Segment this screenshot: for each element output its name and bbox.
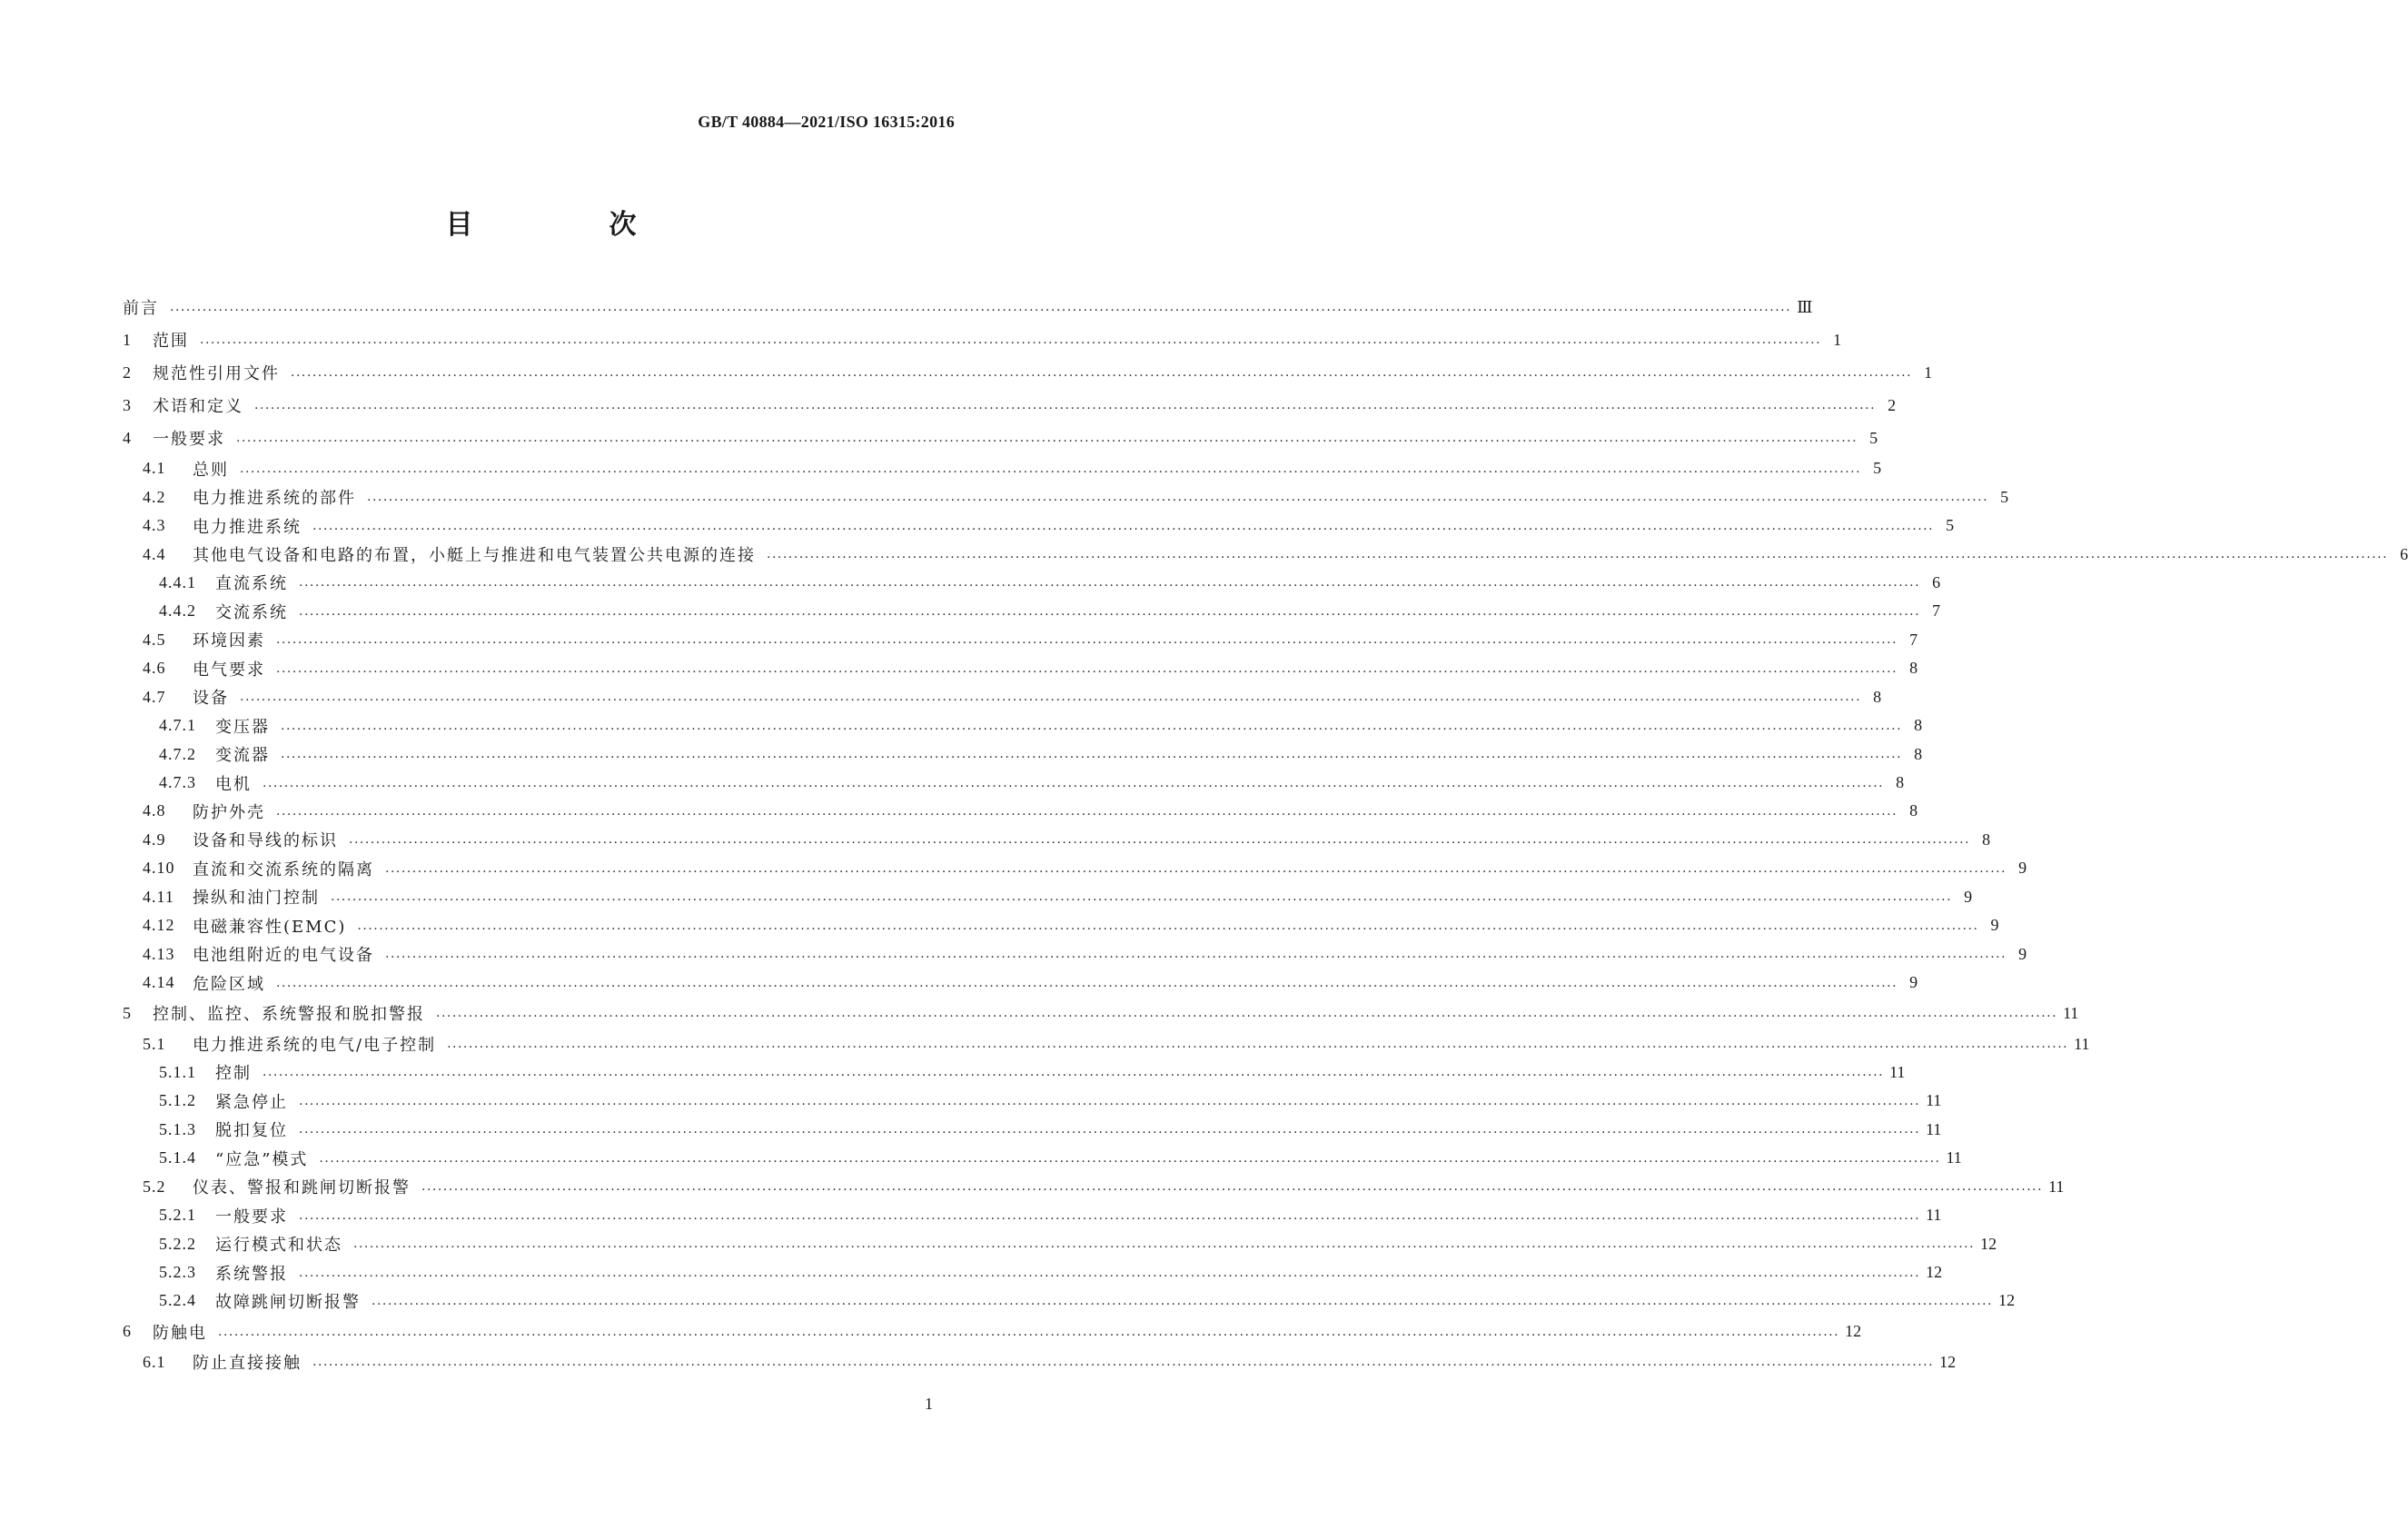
toc-leader-dots: ............................................................................................................................................................................................................................................................................................................: [281, 747, 1903, 762]
toc-entry-label: 设备: [193, 689, 229, 709]
toc-leader-dots: ............................................................................................................................................................................................................................................................................................................: [299, 1093, 1921, 1108]
toc-entry-number: 5.2.4: [159, 1291, 196, 1310]
toc-entry[interactable]: [123, 969, 1918, 997]
toc-entry-label: 防护外壳: [193, 802, 265, 822]
toc-entry-number: 6.1: [143, 1352, 166, 1371]
toc-leader-dots: ............................................................................................................................................................................................................................................................................................................: [263, 775, 1885, 790]
toc-entry-label: 设备和导线的标识: [193, 831, 338, 851]
toc-entry-label: 变压器: [215, 717, 270, 737]
toc-entry[interactable]: [123, 1116, 1942, 1144]
toc-leader-dots: ............................................................................................................................................................................................................................................................................................................: [312, 518, 1935, 533]
toc-entry-number: 4.7.2: [159, 744, 196, 763]
toc-leader-dots: ............................................................................................................................................................................................................................................................................................................: [436, 1006, 2058, 1021]
toc-leader-dots: ............................................................................................................................................................................................................................................................................................................: [276, 803, 1898, 819]
toc-leader-dots: ............................................................................................................................................................................................................................................................................................................: [349, 832, 1971, 848]
toc-entry-label: 防触电: [153, 1323, 207, 1343]
toc-entry[interactable]: [123, 597, 1941, 625]
toc-leader-dots: ............................................................................................................................................................................................................................................................................................................: [357, 918, 1979, 933]
toc-entry-number: 5.2.1: [159, 1206, 196, 1225]
toc-entry-number: 4.1: [143, 459, 166, 478]
toc-entry-page: 6: [2400, 544, 2408, 563]
toc-entry-label: 前言: [123, 299, 159, 318]
toc-entry-label: 电机: [215, 774, 252, 794]
toc-entry-number: 4.7.1: [159, 716, 196, 735]
toc-entry-number: 4.4.2: [159, 601, 196, 621]
toc-entry[interactable]: [123, 911, 1999, 939]
toc-leader-dots: ............................................................................................................................................................................................................................................................................................................: [200, 333, 1822, 347]
toc-leader-dots: ............................................................................................................................................................................................................................................................................................................: [385, 947, 2007, 962]
toc-entry[interactable]: [123, 1229, 1997, 1257]
toc-leader-dots: ............................................................................................................................................................................................................................................................................................................: [281, 718, 1903, 733]
toc-entry[interactable]: [123, 1144, 1962, 1172]
toc-entry[interactable]: [123, 1029, 2090, 1058]
toc-entry[interactable]: [123, 454, 1882, 482]
toc-entry-number: 4: [123, 428, 132, 447]
toc-leader-dots: ............................................................................................................................................................................................................................................................................................................: [291, 365, 1913, 380]
toc-leader-dots: ............................................................................................................................................................................................................................................................................................................: [299, 1122, 1921, 1138]
toc-leader-dots: ............................................................................................................................................................................................................................................................................................................: [276, 661, 1898, 676]
toc-entry-label: 控制、监控、系统警报和脱扣警报: [153, 1005, 425, 1025]
toc-entry-number: 4.5: [143, 630, 166, 649]
toc-entry[interactable]: [123, 540, 2408, 568]
toc-entry-page: 9: [1964, 887, 1973, 906]
toc-entry-page: 1: [1924, 363, 1933, 382]
toc-entry-number: 4.2: [143, 487, 166, 506]
toc-entry-label: 其他电气设备和电路的布置，小艇上与推进和电气装置公共电源的连接: [193, 546, 756, 566]
toc-entry-label: 范围: [153, 332, 189, 351]
toc-leader-dots: ............................................................................................................................................................................................................................................................................................................: [299, 1207, 1921, 1223]
toc-entry-page: 9: [1909, 973, 1918, 992]
toc-entry-number: 5.1: [143, 1034, 166, 1053]
standard-code: GB/T 40884—2021/ISO 16315:2016: [698, 113, 955, 131]
toc-leader-dots: ............................................................................................................................................................................................................................................................................................................: [331, 889, 1953, 905]
toc-leader-dots: ............................................................................................................................................................................................................................................................................................................: [263, 1065, 1885, 1080]
toc-entry-number: 6: [123, 1322, 132, 1341]
toc-entry-label: 脱扣复位: [215, 1121, 288, 1141]
toc-entry[interactable]: [123, 711, 1923, 740]
toc-entry-page: 8: [1909, 801, 1918, 820]
toc-entry[interactable]: [123, 939, 2027, 968]
toc-entry[interactable]: [123, 1173, 2065, 1201]
toc-entry-number: 5.1.3: [159, 1119, 196, 1138]
toc-leader-dots: ............................................................................................................................................................................................................................................................................................................: [312, 1355, 1935, 1370]
toc-entry-page: 9: [1990, 916, 1999, 935]
toc-entry-label: “应急”模式: [215, 1149, 309, 1169]
toc-leader-dots: ............................................................................................................................................................................................................................................................................................................: [276, 975, 1898, 990]
toc-entry[interactable]: [123, 769, 1905, 797]
toc-entry[interactable]: [123, 654, 1918, 682]
toc-entry-label: 控制: [215, 1064, 252, 1084]
toc-leader-dots: ............................................................................................................................................................................................................................................................................................................: [276, 632, 1898, 648]
toc-entry-number: 4.3: [143, 516, 166, 535]
toc-entry[interactable]: [123, 626, 1918, 654]
toc-entry-page: 8: [1982, 830, 1991, 849]
toc-leader-dots: ............................................................................................................................................................................................................................................................................................................: [421, 1179, 2044, 1195]
toc-entry-page: 5: [2000, 487, 2009, 506]
toc-entry-page: Ⅲ: [1797, 297, 1813, 316]
toc-entry[interactable]: [123, 1287, 2016, 1315]
toc-entry-label: 交流系统: [215, 602, 288, 622]
toc-leader-dots: ............................................................................................................................................................................................................................................................................................................: [218, 1324, 1840, 1339]
toc-entry-label: 变流器: [215, 746, 270, 766]
toc-leader-dots: ............................................................................................................................................................................................................................................................................................................: [372, 1293, 1994, 1308]
toc-entry-label: 电磁兼容性(EMC): [193, 917, 347, 937]
toc-leader-dots: ............................................................................................................................................................................................................................................................................................................: [299, 575, 1921, 591]
toc-entry-page: 12: [1926, 1263, 1943, 1282]
toc-entry-number: 5: [123, 1003, 132, 1022]
toc-entry-page: 11: [2074, 1034, 2090, 1053]
toc-entry-label: 防止直接接触: [193, 1354, 302, 1374]
toc-entry[interactable]: [123, 997, 2079, 1029]
toc-entry-page: 7: [1932, 601, 1941, 621]
toc-entry-number: 4.7.3: [159, 773, 196, 792]
page-number: 1: [925, 1395, 933, 1413]
toc-entry-label: 直流系统: [215, 574, 288, 594]
toc-entry[interactable]: [123, 826, 1991, 854]
toc-entry-label: 术语和定义: [153, 397, 243, 416]
toc-leader-dots: ............................................................................................................................................................................................................................................................................................................: [254, 398, 1877, 412]
toc-entry-page: 9: [2018, 944, 2027, 963]
toc-entry-page: 8: [1896, 773, 1905, 792]
toc-entry-page: 2: [1888, 395, 1897, 414]
toc-entry-number: 5.2.2: [159, 1234, 196, 1253]
toc-entry[interactable]: [123, 1316, 1862, 1348]
toc-entry-page: 12: [1980, 1234, 1997, 1253]
toc-entry-page: 5: [1869, 428, 1878, 447]
toc-entry-label: 紧急停止: [215, 1092, 288, 1112]
toc-entry-number: 5.1.2: [159, 1091, 196, 1110]
toc-entry-page: 8: [1914, 716, 1923, 735]
toc-entry[interactable]: [123, 1087, 1942, 1115]
toc-entry-number: 4.12: [143, 916, 175, 935]
toc-leader-dots: ............................................................................................................................................................................................................................................................................................................: [299, 1265, 1921, 1280]
toc-entry-page: 8: [1873, 687, 1882, 706]
toc-entry[interactable]: [123, 1258, 1943, 1287]
toc-entry-page: 11: [1926, 1091, 1942, 1110]
toc-entry-label: 总则: [193, 460, 229, 480]
toc-entry-label: 电池组附近的电气设备: [193, 946, 374, 966]
toc-entry[interactable]: [123, 291, 1813, 323]
toc-entry[interactable]: [123, 1201, 1942, 1229]
toc-leader-dots: ............................................................................................................................................................................................................................................................................................................: [236, 431, 1858, 445]
toc-entry-page: 12: [1998, 1291, 2016, 1310]
toc-entry-number: 3: [123, 395, 132, 414]
toc-entry-number: 4.8: [143, 801, 166, 820]
toc-leader-dots: ............................................................................................................................................................................................................................................................................................................: [367, 490, 1989, 505]
toc-entry-label: 系统警报: [215, 1264, 288, 1284]
toc-leader-dots: ............................................................................................................................................................................................................................................................................................................: [240, 461, 1862, 476]
toc-entry-number: 1: [123, 330, 132, 349]
toc-entry[interactable]: [123, 854, 2027, 882]
toc-entry-number: 5.1.1: [159, 1062, 196, 1081]
toc-entry-page: 12: [1845, 1322, 1862, 1341]
toc-entry-number: 4.10: [143, 859, 175, 878]
toc-entry-label: 操纵和油门控制: [193, 889, 320, 909]
toc-entry-page: 11: [1889, 1062, 1906, 1081]
toc-entry-label: 危险区域: [193, 974, 265, 994]
toc-entry-number: 4.9: [143, 830, 166, 849]
toc-entry[interactable]: [123, 422, 1878, 454]
toc-entry[interactable]: [123, 883, 1973, 911]
toc-entry-page: 1: [1833, 330, 1842, 349]
toc-entry[interactable]: [123, 1348, 1957, 1376]
toc-entry-number: 2: [123, 363, 132, 382]
toc-entry[interactable]: [123, 797, 1918, 825]
toc-entry-label: 电气要求: [193, 660, 265, 680]
toc-entry[interactable]: [123, 1058, 1906, 1087]
toc-entry-number: 4.11: [143, 887, 174, 906]
toc-entry-page: 6: [1932, 572, 1941, 591]
page-title: 目 次: [445, 209, 691, 241]
toc-entry-label: 直流和交流系统的隔离: [193, 859, 374, 879]
toc-entry-page: 11: [1926, 1119, 1942, 1138]
toc-entry[interactable]: [123, 482, 2009, 511]
toc-entry-number: 4.4.1: [159, 572, 196, 591]
toc-entry[interactable]: [123, 323, 1842, 356]
toc-entry[interactable]: [123, 356, 1933, 389]
toc-entry-label: 故障跳闸切断报警: [215, 1292, 361, 1312]
toc-leader-dots: ............................................................................................................................................................................................................................................................................................................: [767, 547, 2389, 562]
toc-leader-dots: ............................................................................................................................................................................................................................................................................................................: [447, 1037, 2069, 1052]
toc-leader-dots: ............................................................................................................................................................................................................................................................................................................: [299, 603, 1921, 619]
toc-entry-number: 4.6: [143, 659, 166, 678]
toc-entry-label: 电力推进系统的部件: [193, 489, 356, 509]
toc-entry-page: 11: [2048, 1177, 2065, 1196]
toc-entry-number: 5.2.3: [159, 1263, 196, 1282]
toc-entry-page: 8: [1914, 744, 1923, 763]
toc-entry-number: 4.4: [143, 544, 166, 563]
toc-entry[interactable]: [123, 683, 1882, 711]
toc-entry-page: 11: [2063, 1003, 2079, 1022]
toc-leader-dots: ............................................................................................................................................................................................................................................................................................................: [170, 300, 1792, 314]
toc-entry-number: 5.1.4: [159, 1148, 196, 1167]
toc-entry-page: 7: [1909, 630, 1918, 649]
toc-entry-page: 5: [1873, 459, 1882, 478]
toc-entry[interactable]: [123, 740, 1923, 768]
toc-leader-dots: ............................................................................................................................................................................................................................................................................................................: [319, 1150, 1941, 1166]
toc-entry[interactable]: [123, 569, 1941, 597]
toc-entry-label: 环境因素: [193, 631, 265, 651]
toc-entry-number: 5.2: [143, 1177, 166, 1196]
toc-entry-label: 仪表、警报和跳闸切断报警: [193, 1178, 411, 1198]
toc-entry-page: 5: [1946, 516, 1955, 535]
toc-entry[interactable]: [123, 389, 1897, 422]
toc-entry-number: 4.13: [143, 944, 175, 963]
table-of-contents: [123, 291, 2408, 1376]
toc-entry-page: 11: [1926, 1206, 1942, 1225]
toc-entry-page: 12: [1939, 1352, 1957, 1371]
toc-entry[interactable]: [123, 512, 1955, 540]
toc-entry-page: 11: [1946, 1148, 1962, 1167]
toc-entry-number: 4.14: [143, 973, 175, 992]
toc-entry-page: 9: [2018, 859, 2027, 878]
toc-entry-page: 8: [1909, 659, 1918, 678]
toc-entry-label: 运行模式和状态: [215, 1236, 342, 1256]
toc-entry-number: 4.7: [143, 687, 166, 706]
toc-leader-dots: ............................................................................................................................................................................................................................................................................................................: [385, 860, 2007, 876]
toc-entry-label: 规范性引用文件: [153, 364, 280, 383]
toc-entry-label: 一般要求: [153, 430, 225, 449]
toc-leader-dots: ............................................................................................................................................................................................................................................................................................................: [353, 1237, 1976, 1252]
toc-leader-dots: ............................................................................................................................................................................................................................................................................................................: [240, 690, 1862, 705]
toc-entry-label: 一般要求: [215, 1207, 288, 1227]
toc-entry-label: 电力推进系统: [193, 517, 302, 537]
toc-entry-label: 电力推进系统的电气/电子控制: [193, 1036, 437, 1056]
